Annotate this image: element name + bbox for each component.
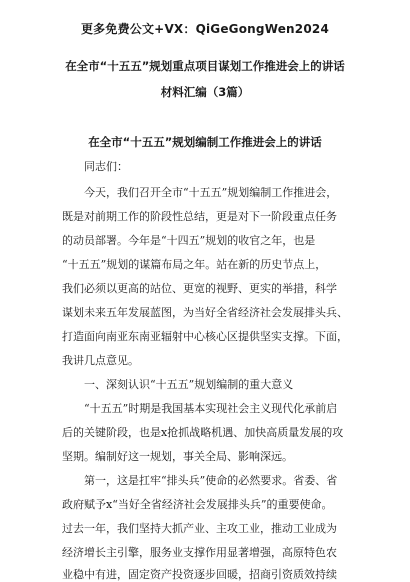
- document-title: 在全市“十五五”规划重点项目谋划工作推进会上的讲话: [65, 59, 345, 73]
- body-line: 业稳中有进，固定资产投资逐步回暖，招商引资质效持续: [62, 568, 337, 581]
- body-line: 的动员部署。今年是“十四五”规划的收官之年，也是: [62, 234, 316, 247]
- body-line: 我讲几点意见。: [62, 354, 139, 367]
- body-line: 政府赋予x“当好全省经济社会发展排头兵”的重要使命。: [62, 498, 333, 511]
- body-line: “十五五”时期是我国基本实现社会主义现代化承前启: [84, 402, 338, 415]
- body-line: 后的关键阶段，也是x抢抓战略机遇、加快高质量发展的攻: [62, 426, 344, 439]
- document-subtitle: 材料汇编（3篇）: [160, 85, 250, 99]
- body-line: 坚期。编制好这一规划，事关全局、影响深远。: [62, 450, 293, 463]
- body-line: 谋划未来五年发展蓝图，为当好全省经济社会发展排头兵、: [62, 306, 348, 319]
- body-line: 经济增长主引擎，服务业支撑作用显著增强，高原特色农: [62, 546, 337, 559]
- speech-title: 在全市“十五五”规划编制工作推进会上的讲话: [88, 135, 322, 149]
- body-line: “十五五”规划的谋篇布局之年。站在新的历史节点上，: [62, 258, 327, 271]
- salutation: 同志们：: [84, 160, 128, 173]
- body-line: 我们必须以更高的站位、更宽的视野、更实的举措，科学: [62, 282, 337, 295]
- body-line: 今天，我们召开全市“十五五”规划编制工作推进会，: [84, 186, 338, 199]
- body-line: 打造面向南亚东南亚辐射中心核心区提供坚实支撑。下面，: [62, 330, 348, 343]
- section-heading: 一、深刻认识“十五五”规划编制的重大意义: [84, 378, 294, 391]
- body-line: 第一，这是扛牢“排头兵”使命的必然要求。省委、省: [84, 474, 338, 487]
- promo-header: 更多免费公文+VX：QiGeGongWen2024: [80, 22, 329, 36]
- body-line: 过去一年，我们坚持大抓产业、主攻工业，推动工业成为: [62, 522, 337, 535]
- body-line: 既是对前期工作的阶段性总结，更是对下一阶段重点任务: [62, 210, 337, 223]
